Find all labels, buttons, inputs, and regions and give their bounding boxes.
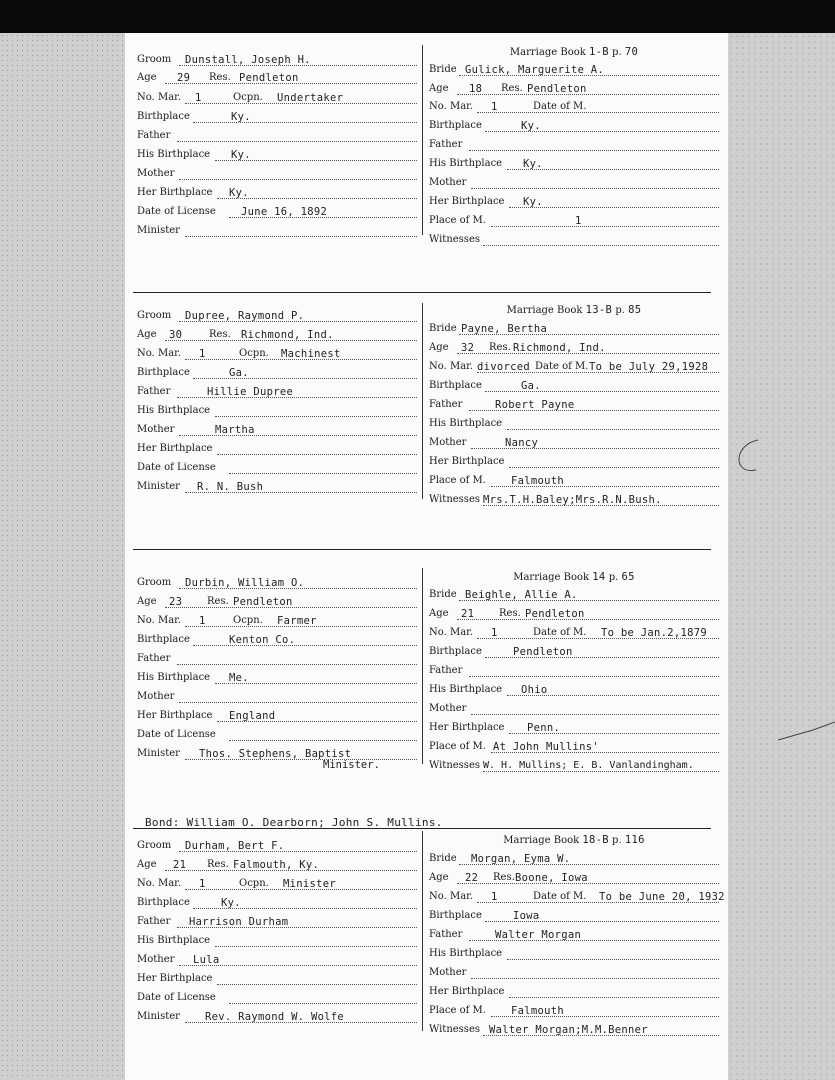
bride-age-row [429,605,719,623]
bride-name: Gulick, Marguerite A. [465,64,605,76]
bride-witnesses: W. H. Mullins; E. B. Vanlandingham. [483,760,694,771]
groom-father: Hillie Dupree [207,386,294,398]
groom-his-birthplace: Ky. [231,149,251,161]
groom-mother-row [137,951,417,969]
groom-minister: Thos. Stephens, Baptist [199,748,352,760]
birthplace-label: Birthplace [137,897,190,908]
bride-birthplace-row [429,643,719,661]
bride-age-row [429,80,719,98]
birthplace-label: Birthplace [137,634,190,645]
ocpn-label: Ocpn. [233,92,263,103]
groom-minister-row [137,1008,417,1026]
groom-mother-row [137,688,417,706]
page-label: p. [612,835,622,846]
bride-witnesses: Mrs.T.H.Baley;Mrs.R.N.Bush. [483,494,662,506]
mother-label: Mother [137,424,175,435]
bride-age: 22 [465,872,479,884]
groom-age: 23 [169,596,183,608]
his-birthplace-label: His Birthplace [137,149,211,160]
bride-mother-row [429,964,719,982]
her-birthplace-label: Her Birthplace [137,973,213,984]
date-of-license-label: Date of License [137,729,216,740]
bride-his-birthplace: Ohio [521,684,548,696]
groom-birthplace: Kenton Co. [229,634,296,646]
scan-left-margin [0,33,125,1080]
his-birthplace-label: His Birthplace [429,684,503,695]
groom-row [137,837,417,855]
marriage-book-page: 116 [624,834,645,846]
bride-age: 21 [461,608,475,620]
bride-res: Pendleton [527,83,587,95]
bride-nomar-row [429,98,719,116]
groom-license-row [137,989,417,1007]
groom-res: Richmond, Ind. [241,329,334,341]
bride-no-mar: divorced [477,361,530,373]
groom-nomar-row [137,612,417,630]
column-divider [422,568,423,764]
bride-name: Payne, Bertha [461,323,548,335]
bride-witnesses-row [429,1021,719,1039]
date-of-license-label: Date of License [137,462,216,473]
bride-res: Pendleton [525,608,585,620]
groom-minister: Rev. Raymond W. Wolfe [205,1011,345,1023]
his-birthplace-label: His Birthplace [137,405,211,416]
groom-row [137,574,417,592]
birthplace-label: Birthplace [429,646,482,657]
marriage-book-number: 1-B [588,46,609,58]
groom-age-row [137,69,417,87]
groom-age: 29 [177,72,191,84]
groom-age: 30 [169,329,183,341]
marriage-book-row [429,301,719,319]
mother-label: Mother [429,437,467,448]
bride-his-birthplace-row [429,415,719,433]
bride-father-row [429,396,719,414]
no-mar-label: No. Mar. [137,878,182,889]
groom-label: Groom [137,577,172,588]
bride-date-of-m: To be June 20, 1932 [599,891,725,903]
record-separator [133,292,711,293]
father-label: Father [137,130,171,141]
bride-father-row [429,926,719,944]
minister-label: Minister [137,481,180,492]
groom-date-of-license: June 16, 1892 [241,206,328,218]
res-label: Res. [209,72,231,83]
bride-birthplace: Ga. [521,380,541,392]
groom-birthplace: Ky. [231,111,251,123]
res-label: Res. [207,859,229,870]
groom-his-birthplace-row [137,402,417,420]
bride-nomar-row [429,888,739,906]
bride-res: Boone, Iowa [515,872,588,884]
witnesses-label: Witnesses [429,1024,480,1035]
his-birthplace-label: His Birthplace [429,418,503,429]
father-label: Father [429,665,463,676]
groom-nomar-row [137,345,417,363]
mother-label: Mother [429,177,467,188]
bride-witnesses-row [429,491,719,509]
groom-name: Dupree, Raymond P. [185,310,305,322]
groom-her-birthplace-row [137,970,417,988]
margin-bracket-mark [739,440,758,471]
no-mar-label: No. Mar. [137,92,182,103]
bride-row [429,320,719,338]
witnesses-label: Witnesses [429,234,480,245]
bride-father-row [429,662,719,680]
groom-name: Durbin, William O. [185,577,305,589]
marriage-book-number: 18-B [582,834,609,846]
res-label: Res. [489,342,511,353]
groom-minister-row [137,478,417,496]
marriage-book-row [429,568,719,586]
bride-his-birthplace: Ky. [523,158,543,170]
bride-his-birthplace-row [429,681,719,699]
her-birthplace-label: Her Birthplace [137,443,213,454]
ocpn-label: Ocpn. [233,615,263,626]
groom-age: 21 [173,859,187,871]
bride-witnesses: Walter Morgan;M.M.Benner [489,1024,648,1036]
marriage-book-label: Marriage Book [509,47,586,58]
groom-minister-row [137,222,417,240]
bride-nomar-row [429,624,719,642]
groom-birthplace-row [137,364,417,382]
groom-no-mar: 1 [199,878,206,890]
bride-place-of-m: 1 [575,215,582,227]
groom-label: Groom [137,310,172,321]
bride-label: Bride [429,64,457,75]
bride-row [429,586,719,604]
witnesses-label: Witnesses [429,494,480,505]
father-label: Father [137,653,171,664]
bride-place-of-m: Falmouth [511,475,564,487]
groom-birthplace-row [137,894,417,912]
groom-his-birthplace-row [137,669,417,687]
bride-father: Walter Morgan [495,929,582,941]
groom-her-birthplace-row [137,184,417,202]
groom-minister-continuation: Minister. [323,759,380,771]
age-label: Age [137,596,157,607]
his-birthplace-label: His Birthplace [429,158,503,169]
bride-witnesses-row [429,757,759,775]
groom-name: Dunstall, Joseph H. [185,54,311,66]
groom-birthplace-row [137,108,417,126]
ocpn-label: Ocpn. [239,348,269,359]
bride-label: Bride [429,323,457,334]
bride-birthplace: Ky. [521,120,541,132]
bride-row [429,850,719,868]
record-separator [133,828,711,829]
date-of-m-label: Date of M. [533,101,587,112]
age-label: Age [429,83,449,94]
bride-her-birthplace-row [429,193,719,211]
father-label: Father [137,386,171,397]
bride-age-row [429,869,719,887]
groom-row [137,51,417,69]
minister-label: Minister [137,748,180,759]
groom-license-row [137,726,417,744]
mother-label: Mother [137,954,175,965]
bride-her-birthplace-row [429,453,719,471]
bride-birthplace-row [429,117,719,135]
no-mar-label: No. Mar. [137,615,182,626]
bride-her-birthplace: Ky. [523,196,543,208]
bride-place-of-m-row [429,1002,719,1020]
scan-top-border [0,0,835,33]
mother-label: Mother [429,703,467,714]
groom-license-row [137,203,417,221]
birthplace-label: Birthplace [137,367,190,378]
groom-father-row [137,383,417,401]
groom-his-birthplace-row [137,932,417,950]
his-birthplace-label: His Birthplace [429,948,503,959]
bride-label: Bride [429,853,457,864]
date-of-license-label: Date of License [137,206,216,217]
bride-birthplace: Iowa [513,910,540,922]
no-mar-label: No. Mar. [429,891,474,902]
groom-name: Durham, Bert F. [185,840,285,852]
bride-her-birthplace-row [429,983,719,1001]
bond-note: Bond: William O. Dearborn; John S. Mullins. [145,816,443,829]
father-label: Father [137,916,171,927]
marriage-book-page: 65 [621,571,635,583]
bride-age: 18 [469,83,483,95]
bride-age: 32 [461,342,475,354]
marriage-book-label: Marriage Book [503,835,580,846]
bride-mother-row [429,434,719,452]
place-of-m-label: Place of M. [429,215,486,226]
place-of-m-label: Place of M. [429,1005,486,1016]
bride-nomar-row [429,358,719,376]
age-label: Age [429,608,449,619]
page-label: p. [612,47,622,58]
birthplace-label: Birthplace [429,120,482,131]
no-mar-label: No. Mar. [137,348,182,359]
page-label: p. [615,305,625,316]
groom-res: Falmouth, Ky. [233,859,320,871]
his-birthplace-label: His Birthplace [137,935,211,946]
father-label: Father [429,929,463,940]
column-divider [422,831,423,1031]
groom-her-birthplace: Ky. [229,187,249,199]
bride-label: Bride [429,589,457,600]
marriage-book-number: 14 [592,571,606,583]
bride-birthplace: Pendleton [513,646,573,658]
column-divider [422,45,423,235]
witnesses-label: Witnesses [429,760,480,771]
mother-label: Mother [137,691,175,702]
bride-father-row [429,136,719,154]
place-of-m-label: Place of M. [429,741,486,752]
bride-his-birthplace-row [429,155,719,173]
groom-age-row [137,593,417,611]
her-birthplace-label: Her Birthplace [429,722,505,733]
his-birthplace-label: His Birthplace [137,672,211,683]
groom-no-mar: 1 [199,348,206,360]
bride-her-birthplace: Penn. [527,722,561,734]
date-of-m-label: Date of M. [533,891,587,902]
groom-license-row [137,459,417,477]
mother-label: Mother [137,168,175,179]
bride-mother-row [429,174,719,192]
groom-her-birthplace-row [137,440,417,458]
groom-mother-row [137,421,417,439]
bride-place-of-m: Falmouth [511,1005,564,1017]
her-birthplace-label: Her Birthplace [137,710,213,721]
groom-her-birthplace: England [229,710,276,722]
groom-mother: Martha [215,424,255,436]
groom-his-birthplace: Me. [229,672,249,684]
bride-birthplace-row [429,907,719,925]
marriage-book-page: 85 [628,304,642,316]
groom-label: Groom [137,840,172,851]
marriage-book-row [429,831,719,849]
mother-label: Mother [429,967,467,978]
res-label: Res. [493,872,515,883]
groom-res: Pendleton [239,72,299,84]
groom-birthplace-row [137,631,417,649]
bride-date-of-m: To be Jan.2,1879 [601,627,707,639]
res-label: Res. [499,608,521,619]
her-birthplace-label: Her Birthplace [429,196,505,207]
groom-nomar-row [137,89,417,107]
bride-res: Richmond, Ind. [513,342,606,354]
bride-her-birthplace-row [429,719,719,737]
page-label: p. [608,572,619,583]
column-divider [422,303,423,499]
groom-father: Harrison Durham [189,916,289,928]
bride-name: Morgan, Eyma W. [471,853,571,865]
margin-line-mark [778,722,835,740]
groom-mother: Lula [193,954,220,966]
age-label: Age [137,72,157,83]
birthplace-label: Birthplace [429,910,482,921]
groom-his-birthplace-row [137,146,417,164]
bride-place-of-m-row [429,738,719,756]
groom-father-row [137,913,417,931]
marriage-book-row [429,43,719,61]
groom-res: Pendleton [233,596,293,608]
groom-label: Groom [137,54,172,65]
her-birthplace-label: Her Birthplace [137,187,213,198]
groom-age-row [137,856,417,874]
age-label: Age [137,859,157,870]
bride-his-birthplace-row [429,945,719,963]
record-separator [133,549,711,550]
bride-age-row [429,339,719,357]
groom-father-row [137,650,417,668]
bride-father: Robert Payne [495,399,575,411]
minister-label: Minister [137,225,180,236]
groom-age-row [137,326,417,344]
father-label: Father [429,399,463,410]
margin-pencil-marks [728,430,835,760]
groom-nomar-row [137,875,417,893]
groom-father-row [137,127,417,145]
bride-mother-row [429,700,719,718]
res-label: Res. [207,596,229,607]
bride-birthplace-row [429,377,719,395]
no-mar-label: No. Mar. [429,627,474,638]
age-label: Age [429,342,449,353]
bride-no-mar: 1 [491,101,498,113]
groom-no-mar: 1 [195,92,202,104]
ocpn-label: Ocpn. [239,878,269,889]
age-label: Age [429,872,449,883]
bride-row [429,61,719,79]
groom-ocpn: Undertaker [277,92,344,104]
bride-date-of-m: To be July 29,1928 [589,361,709,373]
no-mar-label: No. Mar. [429,361,474,372]
res-label: Res. [209,329,231,340]
groom-ocpn: Minister [283,878,336,890]
minister-label: Minister [137,1011,180,1022]
bride-name: Beighle, Allie A. [465,589,578,601]
date-of-license-label: Date of License [137,992,216,1003]
res-label: Res. [501,83,523,94]
place-of-m-label: Place of M. [429,475,486,486]
no-mar-label: No. Mar. [429,101,474,112]
bride-witnesses-row [429,231,719,249]
bride-place-of-m-row [429,212,719,230]
bride-mother: Nancy [505,437,539,449]
marriage-book-page: 70 [624,46,639,58]
father-label: Father [429,139,463,150]
date-of-m-label: Date of M. [535,361,589,372]
groom-birthplace: Ky. [221,897,241,909]
birthplace-label: Birthplace [429,380,482,391]
age-label: Age [137,329,157,340]
bride-no-mar: 1 [491,627,498,639]
groom-mother-row [137,165,417,183]
marriage-book-label: Marriage Book [506,305,583,316]
groom-birthplace: Ga. [229,367,249,379]
bride-place-of-m-row [429,472,719,490]
marriage-book-number: 13-B [585,304,613,316]
her-birthplace-label: Her Birthplace [429,456,505,467]
birthplace-label: Birthplace [137,111,190,122]
register-page [125,33,728,1080]
groom-minister: R. N. Bush [197,481,264,493]
groom-no-mar: 1 [199,615,206,627]
bride-no-mar: 1 [491,891,498,903]
groom-row [137,307,417,325]
groom-ocpn: Machinest [281,348,341,360]
marriage-book-label: Marriage Book [513,572,590,583]
bride-place-of-m: At John Mullins' [493,741,599,753]
her-birthplace-label: Her Birthplace [429,986,505,997]
groom-her-birthplace-row [137,707,417,725]
groom-ocpn: Farmer [277,615,317,627]
date-of-m-label: Date of M. [533,627,587,638]
